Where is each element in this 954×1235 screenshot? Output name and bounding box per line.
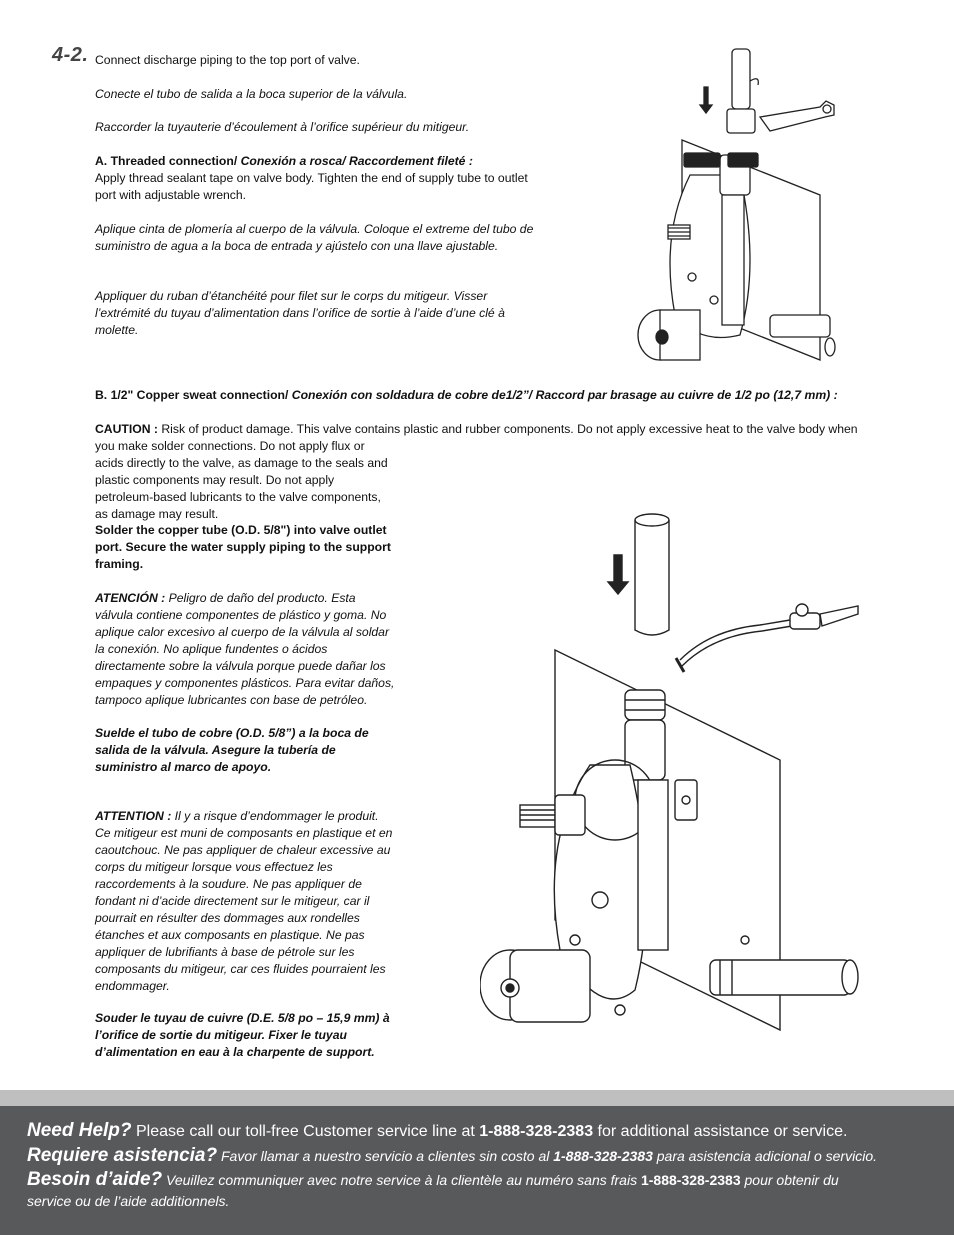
section-a-fr: Appliquer du ruban d’étanchéité pour filet sur le corps du mitigeur. Visser l’extrémité du tuyau d’alimentation dans l’orifice de sortie à l’aide d’une clé à molette. [95,289,505,337]
footer-line-fr: Besoin d’aide? Veuillez communiquer avec notre service à la clientèle au numéro sans frais 1-888-328-2383 pour obtenir du [27,1169,839,1190]
attention-text: ATTENTION : Il y a risque d’endommager le produit. Ce mitigeur est muni de composants en plastique et en caoutchouc. Ne pas appliquer de chaleur excessive au corps du mitigeur lorsque vous effectuez les raccordements à la soudure. Ne pas appliquer de fondant ni d’acide directement sur le mitigeur, car il pourrait en résulter des dommages aux rondelles étanches et aux composants en plastique. Ne pas appliquer de lubrifiants à base de pétrole sur les composants du mitigeur, car ces fluides pourraient les endommager. [95,809,393,993]
phone-number-fr[interactable]: 1-888-328-2383 [640,1172,741,1188]
sweat-connection-illustration [480,510,880,1055]
section-a-heading: A. Threaded connection/ Conexión a rosca/ Raccordement fileté : [95,154,473,168]
attention-instruction: Souder le tuyau de cuivre (D.E. 5/8 po – 15,9 mm) à l’orifice de sortie du mitigeur. Fixer le tuyau d’alimentation en eau à la charpente de support. [95,1011,390,1059]
section-a-en: Apply thread sealant tape on valve body. Tighten the end of supply tube to outlet port with adjustable wrench. [95,171,528,202]
caution-line1: CAUTION : Risk of product damage. This valve contains plastic and rubber components. Do not apply excessive heat to the valve body when [95,422,858,436]
step-instruction-en: Connect discharge piping to the top port of valve. [95,53,360,67]
phone-number-en[interactable]: 1-888-328-2383 [479,1123,594,1140]
step-instruction-es: Conecte el tubo de salida a la boca superior de la válvula. [95,87,408,101]
footer-top-stripe [0,1090,954,1106]
footer-line-en: Need Help? Please call our toll-free Customer service line at 1-888-328-2383 for additional assistance or service. [27,1120,848,1141]
footer-line-fr-cont: service ou de l’aide additionnels. [27,1193,230,1209]
atencion-text: ATENCIÓN : Peligro de daño del producto. Esta válvula contiene componentes de plástico y goma. No aplique calor excesivo al cuerpo de la válvula al soldar la conexión. No aplique fundentes o ácidos directamente sobre la válvula porque puede dañar los empaques y componentes plásticos. Para evitar daños, tampoco aplique lubricantes con base de petróleo. [95,591,395,707]
help-footer [0,1090,954,1235]
phone-number-es[interactable]: 1-888-328-2383 [553,1148,653,1164]
caution-rest: you make solder connections. Do not apply flux or acids directly to the valve, as damage to the seals and plastic components may result. Do not apply petroleum-based lubricants to the valve components, as damage may result. [95,439,388,521]
step-number: 4-2. [52,44,89,66]
threaded-connection-illustration [620,45,860,370]
atencion-instruction: Suelde el tubo de cobre (O.D. 5/8”) a la boca de salida de la válvula. Asegure la tubería de suministro al marco de apoyo. [95,726,369,774]
caution-instruction: Solder the copper tube (O.D. 5/8") into valve outlet port. Secure the water supply piping to the support framing. [95,523,391,571]
footer-line-es: Requiere asistencia? Favor llamar a nuestro servicio a clientes sin costo al 1-888-328-2383 para asistencia adicional o servicio. [27,1145,877,1166]
section-a-es: Aplique cinta de plomería al cuerpo de la válvula. Coloque el extreme del tubo de suministro de agua a la boca de entrada y ajústelo con una llave ajustable. [95,222,534,253]
section-b-heading: B. 1/2" Copper sweat connection/ Conexión con soldadura de cobre de1/2”/ Raccord par brasage au cuivre de 1/2 po (12,7 mm) : [95,388,838,402]
step-instruction-fr: Raccorder la tuyauterie d’écoulement à l’orifice supérieur du mitigeur. [95,120,470,134]
